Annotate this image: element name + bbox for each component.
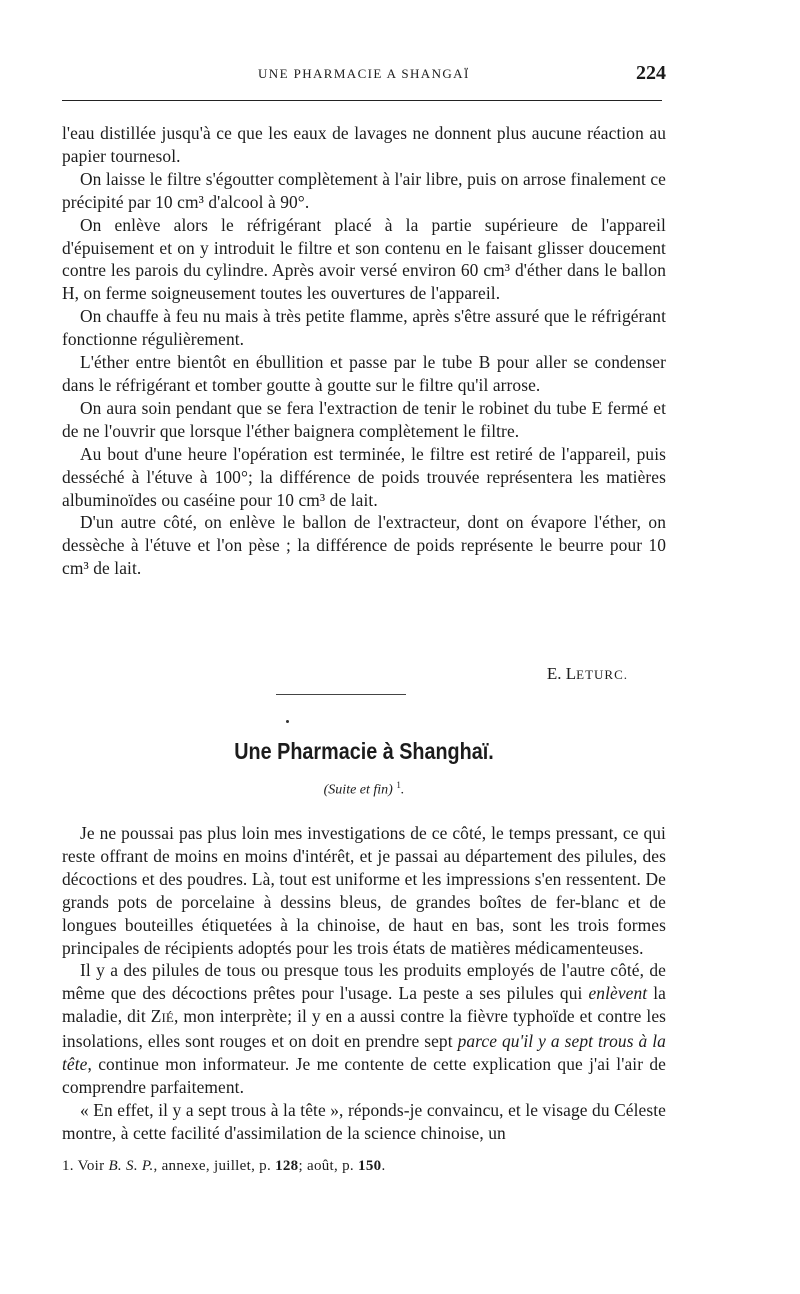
header-rule (62, 100, 662, 101)
bold-run: 128 (275, 1158, 299, 1174)
text-run: . (381, 1158, 386, 1174)
footnote (62, 1158, 386, 1175)
page-number: 224 (636, 62, 666, 84)
text-run: , continue mon informateur. Je me contente de cette explication que j'ai l'air de comprendre parfaitement. (62, 1054, 666, 1097)
italic-run: parce qu'il y a sept trous à la tête (62, 1031, 666, 1075)
paragraph (62, 959, 666, 1098)
text-run: , annexe, juillet, p. (153, 1158, 276, 1174)
section-separator (276, 694, 406, 695)
paragraph: « En effet, il y a sept trous à la tête », réponds-je convaincu, et le visage du Céleste montre, à cette facilité d'assimilation de la science chinoise, un (62, 1099, 666, 1143)
bold-run: 150 (358, 1158, 382, 1174)
subtitle-text: (Suite et fin) (323, 782, 393, 798)
paragraph: Au bout d'une heure l'opération est terminée, le filtre est retiré de l'appareil, puis desséché à l'étuve à 100°; la différence de poids trouvée représentera les matières albuminoïdes ou caséine pour 10 cm³ de lait. (62, 443, 666, 510)
text-run: ; août, p. (298, 1158, 359, 1174)
paragraph: L'éther entre bientôt en ébullition et passe par le tube B pour aller se condenser dans le réfrigérant et tomber goutte à goutte sur le filtre qu'il arrose. (62, 352, 666, 395)
article-title: Une Pharmacie à Shanghaï. (234, 738, 494, 764)
ornament-dot (286, 720, 289, 723)
italic-run: B. S. P. (108, 1158, 154, 1174)
footnote-marker: 1 (396, 780, 401, 790)
running-title: UNE PHARMACIE A SHANGAÏ (258, 66, 470, 81)
article-subtitle: (Suite et fin) $^1$. (323, 780, 405, 798)
paragraph: D'un autre côté, on enlève le ballon de l'extracteur, dont on évapore l'éther, on dessèche à l'étuve et l'on pèse ; la différence de poids représente le beurre pour 10 cm³ de lait. (62, 512, 666, 579)
paragraph: Je ne poussai pas plus loin mes investigations de ce côté, le temps pressant, ce qui reste offrant de moins en moins d'intérêt, et je passai au département des pilules, des décoctions et des poudres. Là, tout est uniforme et les impressions s'en ressentent. De grands pots de porcelaine à dessins bleus, de grandes boîtes de fer-blanc et de longues bouteilles étiquetées à la chinoise, de haut en bas, sont les trois formes principales de récipients adoptés pour les trois états de matières médicamenteuses. (62, 823, 666, 958)
paragraph: l'eau distillée jusqu'à ce que les eaux de lavages ne donnent plus aucune réaction au papier tournesol. (62, 123, 666, 166)
signature-initial: E. L (546, 664, 577, 683)
small-caps-run: IÉ (161, 1010, 174, 1026)
paragraph: On laisse le filtre s'égoutter complètement à l'air libre, puis on arrose finalement ce précipité par 10 cm³ d'alcool à 90°. (62, 168, 666, 212)
text-run: Il y a des pilules de tous ou presque tous les produits employés de l'autre côté, de même que des décoctions prêtes pour l'usage. La peste a ses pilules qui (62, 960, 666, 1004)
article-body (62, 822, 666, 1145)
paragraph: On chauffe à feu nu mais à très petite flamme, après s'être assuré que le réfrigérant fonctionne régulièrement. (62, 306, 666, 350)
footnote-number: 1. (62, 1158, 74, 1174)
italic-run: enlèvent (588, 983, 648, 1004)
paragraph: On enlève alors le réfrigérant placé à la partie supérieure de l'appareil d'épuisement et on y introduit le filtre et son contenu en le faisant glisser doucement contre les parois du cylindre. Après avoir versé environ 60 cm³ d'éther dans le ballon H, on ferme soigneusement toutes les ouvertures de l'appareil. (62, 214, 666, 304)
paragraph: On aura soin pendant que se fera l'extraction de tenir le robinet du tube E fermé et de ne l'ouvrir que lorsque l'éther baignera complètement le filtre. (62, 397, 666, 441)
previous-article-text (62, 122, 666, 580)
text-run: Voir (73, 1158, 109, 1174)
signature-rest: ETURC. (576, 667, 628, 682)
text-run: la maladie, dit Z (62, 983, 666, 1027)
running-head (62, 62, 666, 90)
text-run: , mon interprète; il y en a aussi contre la fièvre typhoïde et contre les insolations, elles sont rouges et on doit en prendre sept (62, 1006, 667, 1052)
author-signature (547, 664, 628, 684)
